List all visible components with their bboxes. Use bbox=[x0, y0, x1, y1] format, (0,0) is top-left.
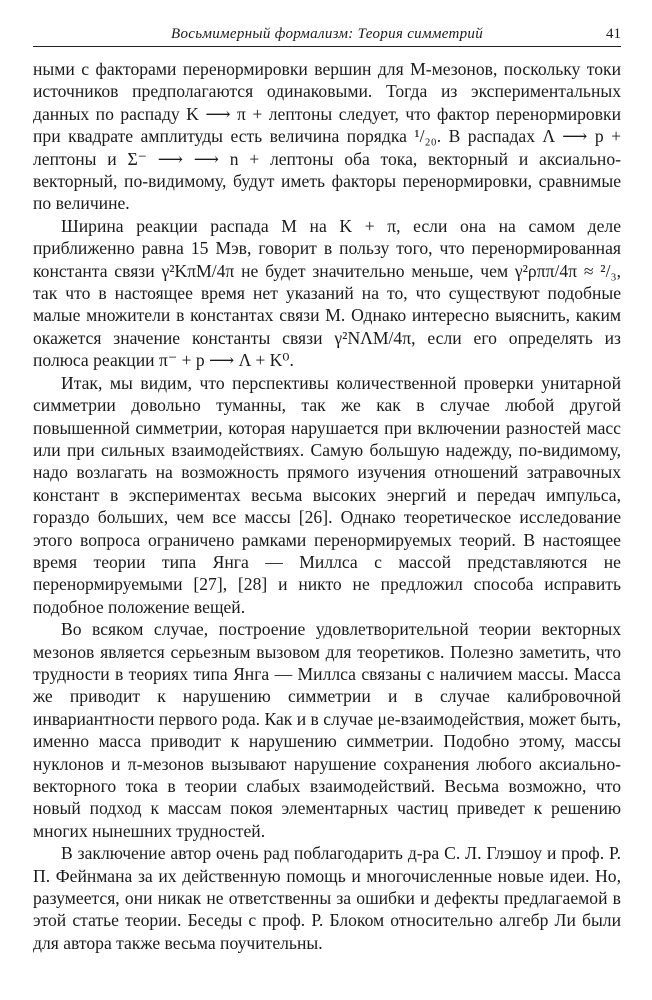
paragraph-3: Итак, мы видим, что перспективы количественной проверки унитарной симметрии довольно туманны, так же как в случае любой другой повышенной симметрии, которая нарушается при включении разностей масс или при сильных взаимодействиях. Самую большую надежду, по-видимому, надо возлагать на возможность прямого изучения отношений затравочных констант в экспериментах весьма высоких энергий и передач импульса, гораздо больших, чем все массы [26]. Однако теоретическое исследование этого вопроса ограничено рамками перенормируемых теорий. В настоящее время теории типа Янга — Миллса с массой представляются не перенормируемыми [27], [28] и никто не предложил способа исправить подобное положение вещей. bbox=[33, 372, 621, 617]
running-header bbox=[33, 20, 621, 47]
page-body bbox=[33, 58, 621, 954]
paragraph-2: Ширина реакции распада M на K + π, если она на самом деле приближенно равна 15 Мэв, говорит в пользу того, что перенормированная константа связи γ²KπM/4π не будет значительно меньше, чем γ²ρππ/4π ≈ ²/₃, так что в настоящее время нет указаний на то, что существуют подобные малые множители в константах связи M. Однако интересно выяснить, каким окажется значение константы связи γ²NΛM/4π, если его определять из полюса реакции π⁻ + p ⟶ Λ + K⁰. bbox=[33, 215, 621, 371]
paragraph-4: Во всяком случае, построение удовлетворительной теории векторных мезонов является серьезным вызовом для теоретиков. Полезно заметить, что трудности в теориях типа Янга — Миллса связаны с наличием массы. Масса же приводит к нарушению симметрии и в случае калибровочной инвариантности первого рода. Как и в случае μe-взаимодействия, может быть, именно масса приводит к нарушению симметрии. Подобно этому, массы нуклонов и π-мезонов вызывают нарушение сохранения любого аксиально-векторного тока в теории слабых взаимодействий. Весьма возможно, что новый подход к массам покоя элементарных частиц приведет к решению многих нынешних трудностей. bbox=[33, 619, 621, 841]
paragraph-1: ными с факторами перенормировки вершин для M-мезонов, поскольку токи источников предполагаются одинаковыми. Тогда из экспериментальных данных по распаду K ⟶ π + лептоны следует, что фактор перенормировки при квадрате амплитуды есть величина порядка ¹/₂₀. В распадах Λ ⟶ p + лептоны и Σ⁻ ⟶ ⟶ n + лептоны оба тока, векторный и аксиально-векторный, по-видимому, будут иметь факторы перенормировки, сравнимые по величине. bbox=[33, 59, 621, 214]
running-title: Восьмимерный формализм: Теория симметрий bbox=[171, 26, 483, 42]
page-number: 41 bbox=[606, 26, 621, 42]
paragraph-5: В заключение автор очень рад поблагодарить д-ра С. Л. Глэшоу и проф. Р. П. Фейнмана за их действенную помощь и многочисленные новые идеи. Но, разумеется, они никак не ответственны за ошибки и дефекты предлагаемой в этой статье теории. Беседы с проф. Р. Блоком относительно алгебр Ли были для автора также весьма поучительны. bbox=[33, 843, 621, 953]
